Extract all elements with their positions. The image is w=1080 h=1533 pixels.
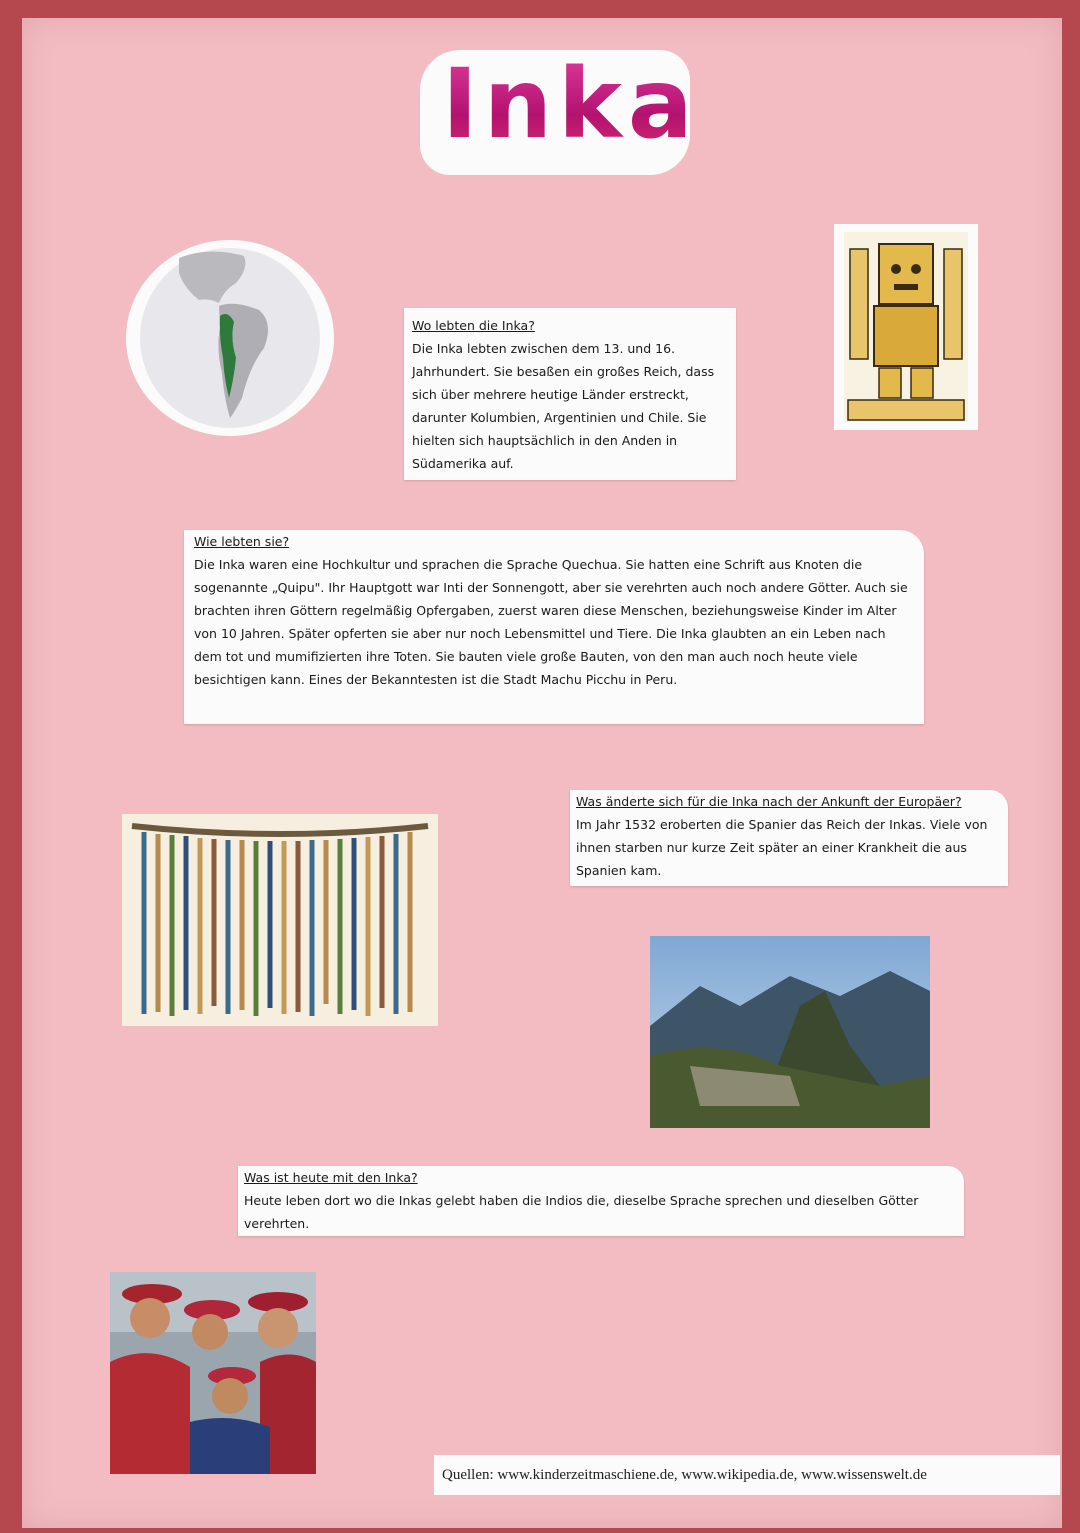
inca-idol-image [834, 224, 978, 430]
section-europeans-text: Im Jahr 1532 eroberten die Spanier das Reich der Inkas. Viele von ihnen starben nur kurze Zeit später an einer Krankheit die aus Spanien kam. [576, 817, 988, 878]
section-where-text: Die Inka lebten zwischen dem 13. und 16. Jahrhundert. Sie besaßen ein großes Reich, dass sich über mehrere heutige Länder erstreckt, darunter Kolumbien, Argentinien und Chile. Sie hielten sich hauptsächlich in den Anden in Südamerika auf. [412, 341, 715, 471]
section-how-card [184, 530, 924, 724]
quechua-people-image [110, 1272, 316, 1474]
section-where-heading: Wo lebten die Inka? [412, 318, 535, 333]
quipu-image [122, 814, 438, 1026]
section-europeans-heading: Was änderte sich für die Inka nach der Ankunft der Europäer? [576, 794, 962, 809]
sources-strip [434, 1455, 1060, 1495]
section-how-text: Die Inka waren eine Hochkultur und sprachen die Sprache Quechua. Sie hatten eine Schrift aus Knoten die sogenannte „Quipu". Ihr Hauptgott war Inti der Sonnengott, aber sie verehrten auch noch andere Götter. Auch sie brachten ihren Göttern regelmäßig Opfergaben, zuerst waren diese Menschen, beziehungsweise Kinder im Alter von 10 Jahren. Später opferten sie aber nur noch Lebensmittel und Tiere. Die Inka glaubten an ein Leben nach dem tot und mumifizierten ihre Toten. Sie bauten viele große Bauten, von den man auch noch heute viele besichtigen kann. Eines der Bekanntesten ist die Stadt Machu Picchu in Peru. [194, 557, 908, 687]
section-today-card [238, 1166, 964, 1236]
machu-picchu-image [650, 936, 930, 1128]
section-today-heading: Was ist heute mit den Inka? [244, 1170, 418, 1185]
globe-image [124, 238, 336, 438]
title-cutout [420, 48, 699, 175]
section-today-text: Heute leben dort wo die Inkas gelebt haben die Indios die, dieselbe Sprache sprechen und dieselben Götter verehrten. [244, 1193, 919, 1231]
sources-text: Quellen: www.kinderzeitmaschiene.de, www.wikipedia.de, www.wissenswelt.de [442, 1467, 927, 1483]
section-europeans-card [570, 790, 1008, 886]
section-how-heading: Wie lebten sie? [194, 534, 290, 549]
poster-title: Inka [442, 48, 699, 160]
section-where-card [404, 308, 736, 480]
